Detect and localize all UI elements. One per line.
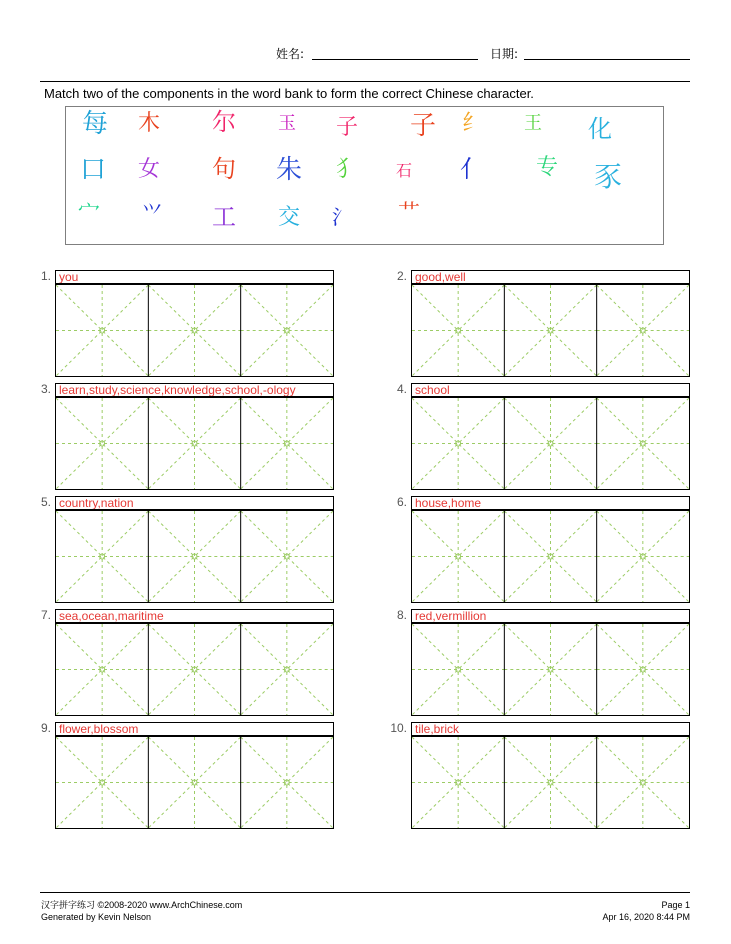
writing-grid[interactable] [411, 397, 690, 490]
word-bank-component[interactable]: 句 [212, 155, 236, 183]
date-field[interactable] [524, 59, 690, 60]
word-bank-component[interactable]: 宀 [78, 201, 101, 226]
writing-grid[interactable] [411, 284, 690, 377]
word-bank-component[interactable]: 犭 [336, 157, 359, 182]
word-bank [65, 106, 664, 245]
instructions: Match two of the components in the word bank to form the correct Chinese character. [44, 86, 534, 101]
header-divider [40, 81, 690, 82]
writing-grid[interactable] [411, 510, 690, 603]
exercise-meaning: good,well [411, 270, 690, 284]
footer-divider [40, 892, 690, 893]
word-bank-component[interactable]: 交 [278, 205, 301, 230]
word-bank-component[interactable]: 每 [82, 109, 109, 139]
exercise-number: 10. [390, 721, 407, 735]
exercise-meaning: tile,brick [411, 722, 690, 736]
exercise-number: 6. [396, 495, 407, 509]
exercise-number: 8. [396, 608, 407, 622]
word-bank-component[interactable]: 氵 [332, 205, 352, 229]
word-bank-component[interactable]: 艹 [398, 201, 421, 226]
writing-grid[interactable] [55, 284, 334, 377]
word-bank-component[interactable]: 石 [396, 161, 413, 180]
word-bank-component[interactable]: 女 [138, 157, 161, 182]
word-bank-component[interactable]: 木 [138, 111, 161, 136]
word-bank-component[interactable]: 子 [336, 115, 359, 140]
footer-timestamp: Apr 16, 2020 8:44 PM [602, 912, 690, 922]
word-bank-component[interactable]: 王 [524, 113, 542, 134]
exercise-number: 4. [396, 382, 407, 396]
exercise-meaning: house,home [411, 496, 690, 510]
word-bank-component[interactable]: 朱 [276, 155, 303, 185]
word-bank-component[interactable]: 化 [588, 115, 612, 143]
word-bank-component[interactable]: 豕 [594, 160, 623, 193]
word-bank-component[interactable]: 子 [410, 111, 437, 141]
date-label: 日期: [490, 47, 519, 61]
exercise-number: 7. [40, 608, 51, 622]
exercise-number: 1. [40, 269, 51, 283]
writing-grid[interactable] [55, 397, 334, 490]
exercise-meaning: learn,study,science,knowledge,school,-ology [55, 383, 334, 397]
writing-grid[interactable] [411, 736, 690, 829]
word-bank-component[interactable]: ⺍ [142, 201, 162, 225]
exercise-meaning: school [411, 383, 690, 397]
exercise-meaning: flower,blossom [55, 722, 334, 736]
word-bank-component[interactable]: 工 [212, 203, 236, 231]
word-bank-component[interactable]: 专 [536, 155, 559, 180]
writing-grid[interactable] [55, 736, 334, 829]
writing-grid[interactable] [411, 623, 690, 716]
word-bank-component[interactable]: 玉 [278, 113, 296, 134]
exercise-number: 3. [40, 382, 51, 396]
exercise-number: 5. [40, 495, 51, 509]
exercise-meaning: sea,ocean,maritime [55, 609, 334, 623]
footer-right [602, 899, 690, 923]
word-bank-component[interactable]: 纟 [462, 111, 485, 136]
name-label: 姓名: [276, 47, 305, 61]
exercise-number: 9. [40, 721, 51, 735]
writing-grid[interactable] [55, 623, 334, 716]
exercise-meaning: country,nation [55, 496, 334, 510]
exercise-meaning: red,vermillion [411, 609, 690, 623]
word-bank-component[interactable]: 口 [80, 155, 107, 185]
footer-page-number: Page 1 [661, 900, 690, 910]
footer-left [41, 899, 242, 923]
writing-grid[interactable] [55, 510, 334, 603]
word-bank-component[interactable]: 尔 [212, 108, 236, 136]
name-field[interactable] [312, 59, 478, 60]
exercise-meaning: you [55, 270, 334, 284]
footer-copyright: 汉字拼字练习 ©2008-2020 www.ArchChinese.com [41, 900, 243, 910]
exercise-number: 2. [396, 269, 407, 283]
word-bank-component[interactable]: 亻 [460, 155, 484, 183]
footer-generated-by: Generated by Kevin Nelson [41, 912, 152, 922]
